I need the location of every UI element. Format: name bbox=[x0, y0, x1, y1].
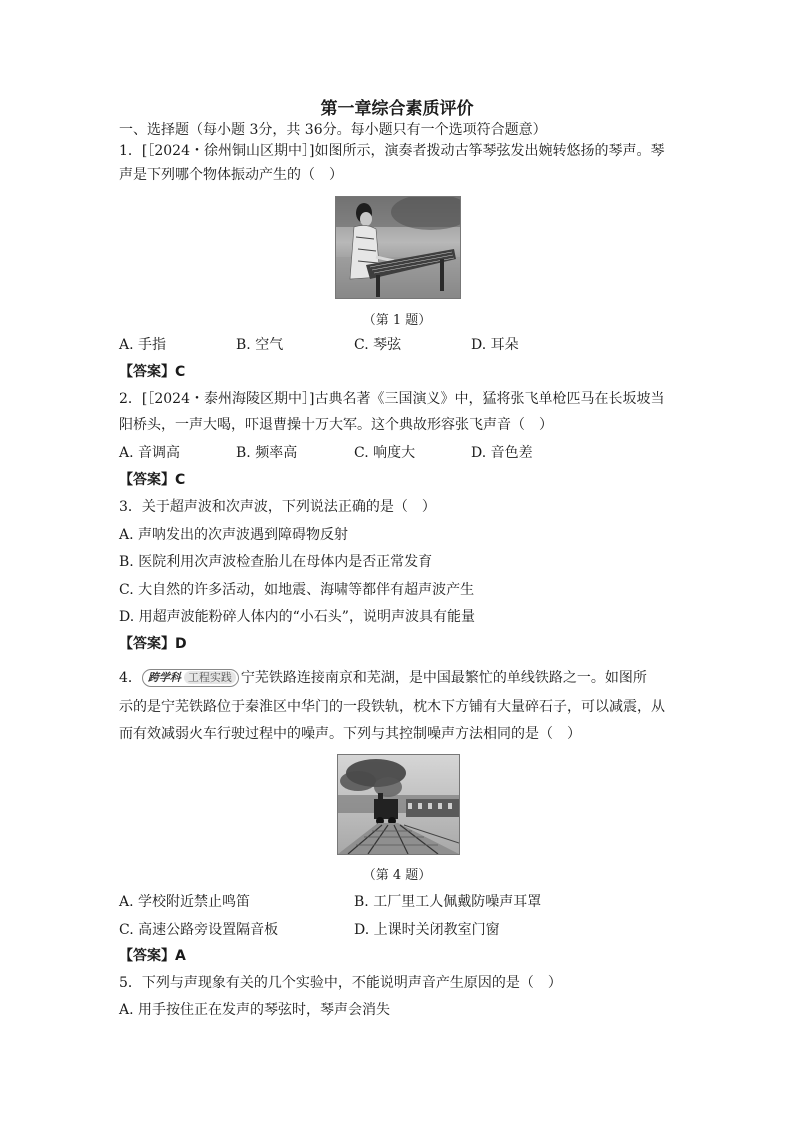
q4-line-1-text: 宁芜铁路连接南京和芜湖，是中国最繁忙的单线铁路之一。如图所 bbox=[240, 670, 647, 686]
q4-option-b: B. 工厂里工人佩戴防噪声耳罩 bbox=[354, 894, 542, 910]
q2-answer: 【答案】C bbox=[119, 472, 186, 488]
q4-option-a: A. 学校附近禁止鸣笛 bbox=[119, 894, 251, 910]
q3-option-b: B. 医院利用次声波检查胎儿在母体内是否正常发育 bbox=[119, 554, 433, 570]
q3-option-a: A. 声呐发出的次声波遇到障碍物反射 bbox=[119, 527, 349, 543]
question-3-stem: 3．关于超声波和次声波，下列说法正确的是（ ） bbox=[119, 499, 436, 515]
badge-primary-label: 跨学科 bbox=[147, 671, 181, 684]
question-4-line-1 bbox=[119, 668, 647, 688]
q2-option-d: D. 音色差 bbox=[471, 445, 533, 461]
q1-option-d: D. 耳朵 bbox=[471, 337, 519, 353]
question-2-line-1: 2．[［2024・泰州海陵区期中］]古典名著《三国演义》中，猛将张飞单枪匹马在长坂坡当 bbox=[119, 391, 665, 407]
badge-secondary-label: 工程实践 bbox=[184, 671, 236, 684]
guzheng-player-photo bbox=[335, 196, 461, 299]
q1-answer: 【答案】C bbox=[119, 364, 186, 380]
section-heading: 一、选择题（每小题 3分，共 36分。每小题只有一个选项符合题意） bbox=[119, 122, 547, 138]
q4-option-c: C. 高速公路旁设置隔音板 bbox=[119, 922, 279, 938]
question-1-line-1: 1．[［2024・徐州铜山区期中］]如图所示，演奏者拨动古筝琴弦发出婉转悠扬的琴声。琴 bbox=[119, 143, 665, 159]
interdisciplinary-badge bbox=[142, 669, 239, 687]
railway-photo bbox=[337, 754, 460, 855]
q2-option-a: A. 音调高 bbox=[119, 445, 181, 461]
q3-option-d: D. 用超声波能粉碎人体内的“小石头”，说明声波具有能量 bbox=[119, 609, 475, 625]
q1-option-a: A. 手指 bbox=[119, 337, 167, 353]
q1-option-b: B. 空气 bbox=[236, 337, 284, 353]
q4-option-d: D. 上课时关闭教室门窗 bbox=[354, 922, 500, 938]
question-5-stem: 5．下列与声现象有关的几个实验中，不能说明声音产生原因的是（ ） bbox=[119, 975, 562, 991]
page-title: 第一章综合素质评价 bbox=[320, 99, 474, 119]
q3-answer: 【答案】D bbox=[119, 636, 187, 652]
q1-option-c: C. 琴弦 bbox=[354, 337, 402, 353]
q3-option-c: C. 大自然的许多活动，如地震、海啸等都伴有超声波产生 bbox=[119, 582, 475, 598]
q4-number: 4． bbox=[119, 670, 142, 686]
q2-option-c: C. 响度大 bbox=[354, 445, 416, 461]
q5-option-a: A. 用手按住正在发声的琴弦时，琴声会消失 bbox=[119, 1002, 391, 1018]
question-2-line-2: 阳桥头，一声大喝，吓退曹操十万大军。这个典故形容张飞声音（ ） bbox=[119, 417, 553, 433]
q4-answer: 【答案】A bbox=[119, 948, 186, 964]
figure-4-caption: （第 4 题） bbox=[362, 868, 432, 883]
guzheng-player-image bbox=[336, 197, 460, 298]
question-1-line-2: 声是下列哪个物体振动产生的（ ） bbox=[119, 167, 343, 183]
railway-train-image bbox=[338, 755, 459, 854]
question-4-line-2: 示的是宁芜铁路位于秦淮区中华门的一段铁轨，枕木下方铺有大量碎石子，可以减震，从 bbox=[119, 699, 665, 715]
question-4-line-3: 而有效减弱火车行驶过程中的噪声。下列与其控制噪声方法相同的是（ ） bbox=[119, 726, 581, 742]
q2-option-b: B. 频率高 bbox=[236, 445, 298, 461]
figure-1-caption: （第 1 题） bbox=[362, 313, 432, 328]
